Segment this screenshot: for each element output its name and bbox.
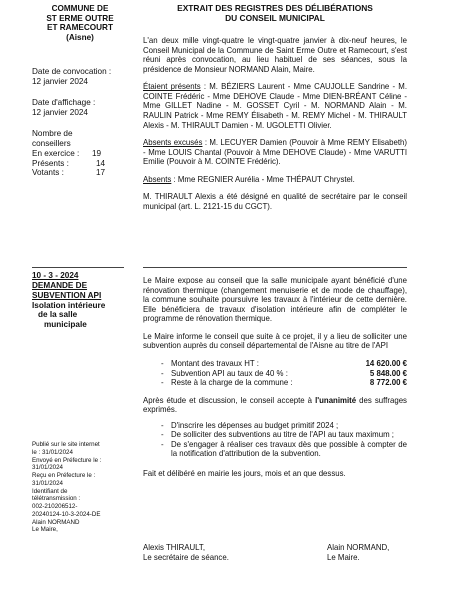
- amount-label: - Reste à la charge de la commune :: [171, 378, 293, 388]
- apres-suffix: des suffrages exprimés.: [143, 395, 407, 415]
- amount-row: [143, 378, 407, 388]
- amount-row: [143, 369, 407, 379]
- secretaire-role: Le secrétaire de séance.: [143, 552, 229, 562]
- affichage-block: [32, 98, 132, 118]
- stamp-line: 002-210206512-: [32, 503, 78, 510]
- maire-name: Alain NORMAND,: [327, 543, 390, 552]
- stamp-line: Identifiant de: [32, 487, 68, 495]
- stamp-line: Le Maire,: [32, 526, 58, 534]
- commune-name: [30, 4, 130, 43]
- absents-paragraph: [143, 175, 407, 185]
- ref-subject: municipale: [44, 320, 87, 330]
- count-label: Présents :: [32, 158, 69, 168]
- deliberation-body: [143, 276, 407, 479]
- stamp-line: 31/01/2024: [32, 479, 63, 487]
- main-body: [143, 36, 407, 211]
- stamp-line: 20240124-10-3-2024-DE: [32, 510, 101, 518]
- ref-title: SUBVENTION API: [32, 290, 102, 300]
- secretaire-name: Alexis THIRAULT,: [143, 543, 206, 552]
- nombre-label: Nombre de: [32, 129, 73, 138]
- stamp-line: Reçu en Préfecture le :: [32, 472, 96, 479]
- count-row: [32, 168, 132, 178]
- amount-label: - Montant des travaux HT :: [171, 358, 259, 368]
- ref-title: DEMANDE DE: [32, 280, 88, 290]
- commune-line: COMMUNE DE: [51, 4, 109, 13]
- informe-paragraph: Le Maire informe le conseil que suite à ce projet, il y a lieu de solliciter une subvention auprès du conseil départemental de l'Aisne au titre de l'API: [143, 331, 407, 351]
- affichage-date: 12 janvier 2024: [32, 107, 88, 117]
- ref-subject: de la salle: [38, 310, 78, 320]
- stamp-line: télétransmission :: [32, 495, 81, 503]
- title-line: DU CONSEIL MUNICIPAL: [225, 12, 325, 23]
- stamp-line: le : 31/01/2024: [32, 448, 73, 456]
- stamp-line: Publié sur le site internet: [32, 441, 100, 448]
- ref-number: 10 - 3 - 2024: [32, 271, 79, 280]
- stamp-line: Envoyé en Préfecture le :: [32, 456, 102, 464]
- signature-maire: [327, 543, 407, 563]
- deliberation-reference: [32, 271, 132, 330]
- count-row: [32, 149, 132, 159]
- left-divider: [32, 267, 124, 268]
- commune-line: ET RAMECOURT: [47, 23, 113, 33]
- convocation-date: 12 janvier 2024: [32, 76, 88, 86]
- excuses-text: : M. LECUYER Damien (Pouvoir à Mme REMY Elisabeth) - Mme LOUIS Chantal (Pouvoir à Mme DEHOVE Claude) - Mme VARUTTI Emilie (Pouvoir à M. COINTE Frédéric).: [143, 138, 407, 167]
- ref-subject: Isolation intérieure: [32, 300, 106, 310]
- count-label: Votants :: [32, 168, 64, 178]
- excuses-label: Absents excusés: [143, 138, 203, 148]
- nombre-label: conseillers: [32, 138, 71, 148]
- decisions-list: [143, 421, 407, 459]
- maire-role: Le Maire.: [327, 552, 360, 562]
- absents-label: Absents: [143, 174, 172, 184]
- conseillers-block: [32, 129, 132, 178]
- presents-label: Étaient présents: [143, 82, 201, 92]
- amounts-list: [143, 359, 407, 388]
- amount-value: 14 620.00 €: [365, 358, 407, 368]
- apres-prefix: Après étude et discussion, le conseil accepte à: [143, 395, 316, 405]
- commune-line: (Aisne): [66, 33, 94, 43]
- excuses-paragraph: [143, 138, 407, 167]
- title-line: EXTRAIT DES REGISTRES DES DÉLIBÉRATIONS: [177, 3, 373, 13]
- decision-item: - D'inscrire les dépenses au budget primitif 2024 ;: [143, 421, 407, 431]
- count-value: 17: [96, 168, 106, 178]
- amount-label: - Subvention API au taux de 40 % :: [171, 368, 288, 378]
- commune-line: ST ERME OUTRE: [46, 13, 114, 23]
- stamp-line: 31/01/2024: [32, 464, 63, 472]
- presents-text: : M. BÉZIERS Laurent - Mme CAUJOLLE Sandrine - M. COINTE Frédéric - Mme DEHOVE Claude - Mme DIEN-BRÉANT Céline - Mme GILLET Nadine - M. GOSSET Cyril - M. NORMAND Alain - M. RAULIN Patrick - Mme REMY Élisabeth - M. REMY Michel - M. THIRAULT Alexis - M. THIRAULT Damien - M. UGOLETTI Olivier.: [143, 82, 408, 130]
- count-value: 14: [96, 158, 106, 168]
- count-label: En exercice :: [32, 148, 80, 158]
- count-row: [32, 159, 132, 169]
- amount-value: 5 848.00 €: [369, 368, 407, 378]
- amount-value: 8 772.00 €: [369, 378, 407, 388]
- convocation-label: Date de convocation :: [32, 67, 112, 76]
- right-divider: [143, 267, 407, 268]
- intro-paragraph: L'an deux mille vingt-quatre le vingt-quatre janvier à dix-neuf heures, le Conseil Municipal de la Commune de Saint Erme Outre et Ramecourt, s'est réuni après convocation, au lieu habituel de ses séances, sous la présidence de Monsieur NORMAND Alain, Maire.: [143, 36, 407, 74]
- signature-secretaire: [143, 543, 273, 563]
- affichage-label: Date d'affichage :: [32, 98, 96, 107]
- expose-paragraph: Le Maire expose au conseil que la salle municipale ayant bénéficié d'une rénovation thermique (changement menuiserie et de mode de chauffage), la commune souhaite poursuivre les travaux à l'intérieur de cette dernière. Elle bénéficiera de travaux d'isolation intérieure afin de compléter le programme de rénovation thermique.: [143, 276, 407, 324]
- publication-stamp: [32, 441, 127, 534]
- absents-text: : Mme REGNIER Aurélia - Mme THÉPAUT Chrystel.: [171, 174, 355, 184]
- amount-row: [143, 359, 407, 369]
- stamp-line: Alain NORMAND: [32, 518, 80, 526]
- count-value: 19: [92, 148, 102, 158]
- convocation-block: [32, 67, 132, 87]
- fait-paragraph: Fait et délibéré en mairie les jours, mois et an que dessus.: [143, 469, 346, 478]
- unanimite-text: l'unanimité: [315, 395, 357, 405]
- apres-paragraph: [143, 396, 407, 415]
- document-title: [143, 4, 407, 24]
- decision-item: - De s'engager à réaliser ces travaux dès que possible à compter de la notification d'attribution de la subvention.: [143, 440, 407, 459]
- decision-item: - De solliciter des subventions au titre de l'API au taux maximum ;: [143, 430, 407, 440]
- presents-paragraph: [143, 82, 407, 130]
- secretaire-paragraph: M. THIRAULT Alexis a été désigné en qualité de secrétaire par le conseil municipal (art. L. 2121-15 du CGCT).: [143, 192, 407, 211]
